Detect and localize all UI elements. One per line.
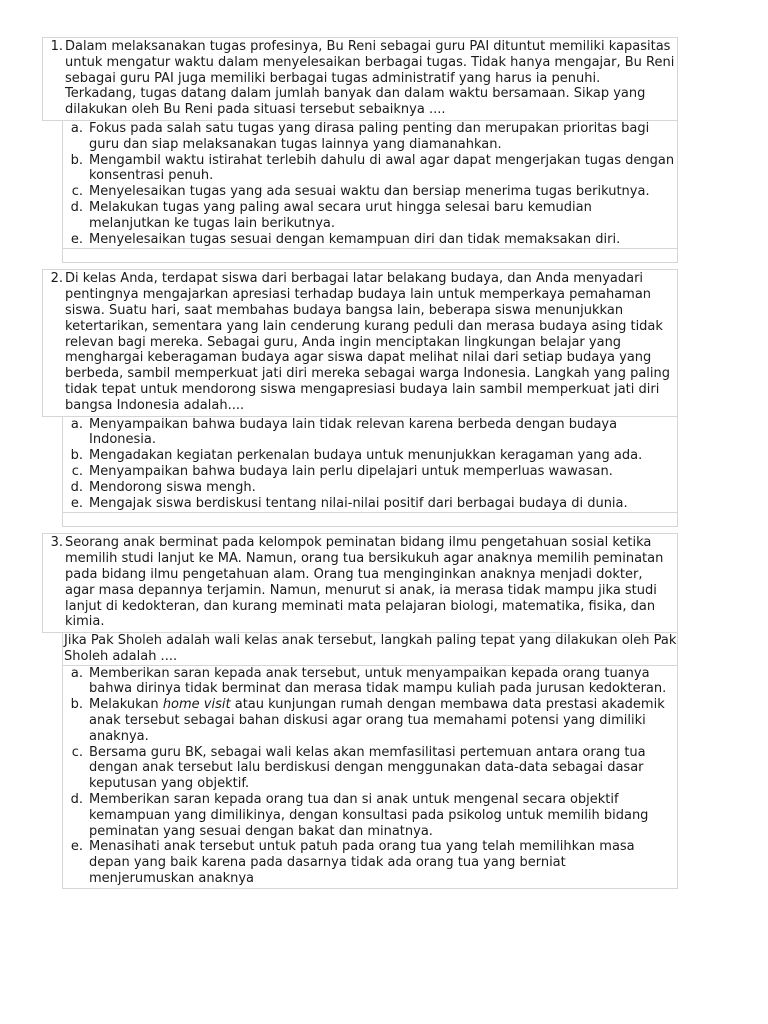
option-list bbox=[62, 121, 678, 249]
question-stem bbox=[42, 533, 678, 633]
question-number: 3. bbox=[50, 535, 63, 551]
option-text: Fokus pada salah satu tugas yang dirasa paling penting dan merupakan prioritas bagi guru dan siap melaksanakan tugas lainnya yang diamanahkan. bbox=[89, 120, 650, 152]
option-a bbox=[63, 121, 675, 153]
question-stem bbox=[42, 37, 678, 121]
option-e bbox=[63, 232, 675, 248]
option-list bbox=[62, 666, 678, 889]
option-letter: c. bbox=[71, 744, 83, 760]
option-a bbox=[63, 417, 675, 449]
option-text: Bersama guru BK, sebagai wali kelas akan memfasilitasi pertemuan antara orang tua dengan anak tersebut lalu berdiskusi dengan menggunakan data-data sebagai dasar keputusan yang objektif. bbox=[89, 744, 646, 792]
option-letter: c. bbox=[71, 463, 83, 479]
option-text: Mengambil waktu istirahat terlebih dahulu di awal agar dapat mengerjakan tugas dengan konsentrasi penuh. bbox=[89, 152, 675, 184]
option-text-pre: Melakukan bbox=[89, 697, 163, 713]
option-list bbox=[62, 417, 678, 514]
option-text: Memberikan saran kepada orang tua dan si anak untuk mengenal secara objektif kemampuan yang dimilikinya, dengan konsultasi pada psikolog untuk memilih bidang peminatan yang sesuai dengan bakat dan minatnya. bbox=[89, 792, 649, 839]
option-text-italic: home visit bbox=[162, 697, 231, 713]
option-letter: c. bbox=[71, 184, 83, 200]
option-e bbox=[63, 839, 675, 886]
option-letter: e. bbox=[70, 231, 83, 247]
option-d bbox=[63, 200, 675, 232]
table-spacer-row bbox=[62, 513, 678, 527]
option-letter: b. bbox=[70, 697, 83, 713]
option-c bbox=[63, 745, 675, 792]
question-number: 2. bbox=[50, 271, 63, 287]
option-e bbox=[63, 496, 675, 512]
table-spacer-row bbox=[62, 249, 678, 263]
option-text: Melakukan tugas yang paling awal secara urut hingga selesai baru kemudian melanjutkan ke tugas lain berikutnya. bbox=[89, 199, 592, 231]
option-b bbox=[63, 697, 675, 744]
option-text: Mengadakan kegiatan perkenalan budaya untuk menunjukkan keragaman yang ada. bbox=[89, 448, 643, 464]
option-text: Mendorong siswa mengh. bbox=[89, 479, 256, 495]
question-number: 1. bbox=[50, 39, 63, 54]
option-c bbox=[63, 184, 675, 200]
option-c bbox=[63, 464, 675, 480]
option-text: Menyampaikan bahwa budaya lain perlu dipelajari untuk memperluas wawasan. bbox=[89, 463, 613, 479]
question-prompt: Jika Pak Sholeh adalah wali kelas anak tersebut, langkah paling tepat yang dilakukan oleh Pak Sholeh adalah .... bbox=[64, 633, 677, 664]
option-letter: e. bbox=[70, 495, 83, 511]
question-stem bbox=[42, 269, 678, 416]
question-text: Di kelas Anda, terdapat siswa dari berbagai latar belakang budaya, dan Anda menyadari pentingnya mengajarkan apresiasi terhadap budaya lain untuk memperkaya pemahaman siswa. Suatu hari, saat membahas budaya bangsa lain, beberapa siswa menunjukkan ketertarikan, sementara yang lain cenderung kurang peduli dan merasa budaya asing tidak relevan bagi mereka. Sebagai guru, Anda ingin menciptakan lingkungan belajar yang menghargai keberagaman budaya agar siswa dapat melihat nilai dari setiap budaya yang berbeda, sambil memperkuat jati diri mereka sebagai warga Indonesia. Langkah yang paling tidak tepat untuk mendorong siswa mengapresiasi budaya lain sambil memperkuat jati diri bangsa Indonesia adalah.... bbox=[65, 271, 671, 413]
question-text: Seorang anak berminat pada kelompok peminatan bidang ilmu pengetahuan sosial ketika memilih studi lanjut ke MA. Namun, orang tua bersikukuh agar anaknya memilih peminatan pada bidang ilmu pengetahuan alam. Orang tua menginginkan anaknya menjadi dokter, agar masa depannya terjamin. Namun, menurut si anak, ia merasa tidak mampu jika studi lanjut di kedokteran, dan kurang meminati mata pelajaran biologi, matematika, fisika, dan kimia. bbox=[65, 535, 664, 630]
option-text: Menyelesaikan tugas sesuai dengan kemampuan diri dan tidak memaksakan diri. bbox=[89, 231, 621, 247]
option-text: Menyampaikan bahwa budaya lain tidak relevan karena berbeda dengan budaya Indonesia. bbox=[89, 416, 618, 448]
option-letter: a. bbox=[70, 665, 83, 681]
option-d bbox=[63, 480, 675, 496]
option-letter: d. bbox=[70, 792, 83, 808]
option-letter: a. bbox=[70, 416, 83, 432]
question-3 bbox=[42, 533, 678, 889]
option-text: Menyelesaikan tugas yang ada sesuai waktu dan bersiap menerima tugas berikutnya. bbox=[89, 184, 650, 200]
option-b bbox=[63, 448, 675, 464]
option-letter: e. bbox=[70, 839, 83, 855]
option-text bbox=[89, 697, 675, 744]
option-letter: b. bbox=[70, 152, 83, 168]
document-page bbox=[42, 37, 678, 889]
option-letter: b. bbox=[70, 448, 83, 464]
option-b bbox=[63, 153, 675, 185]
option-letter: d. bbox=[70, 479, 83, 495]
option-text-post: atau kunjungan rumah dengan membawa data prestasi akademik anak tersebut sebagai bahan diskusi agar orang tua memahami potensi yang dimiliki anaknya. bbox=[89, 697, 665, 744]
option-letter: a. bbox=[70, 120, 83, 136]
option-text: Memberikan saran kepada anak tersebut, untuk menyampaikan kepada orang tuanya bahwa dirinya tidak berminat dan merasa tidak mampu kuliah pada jurusan kedokteran. bbox=[89, 665, 667, 697]
option-text: Mengajak siswa berdiskusi tentang nilai-nilai positif dari berbagai budaya di dunia. bbox=[89, 495, 628, 511]
question-text: Dalam melaksanakan tugas profesinya, Bu Reni sebagai guru PAI dituntut memiliki kapasitas untuk mengatur waktu dalam menyelesaikan berbagai tugas. Tidak hanya mengajar, Bu Reni sebagai guru PAI juga memiliki berbagai tugas administratif yang harus ia penuhi. Terkadang, tugas datang dalam jumlah banyak dan dalam waktu bersamaan. Sikap yang dilakukan oleh Bu Reni pada situasi tersebut sebaiknya .... bbox=[65, 39, 675, 118]
question-1 bbox=[42, 37, 678, 263]
question-2 bbox=[42, 269, 678, 527]
option-text: Menasihati anak tersebut untuk patuh pada orang tua yang telah memilihkan masa depan yang baik karena pada dasarnya tidak ada orang tua yang berniat menjerumuskan anaknya bbox=[89, 839, 635, 887]
option-a bbox=[63, 666, 675, 698]
option-d bbox=[63, 792, 675, 839]
option-letter: d. bbox=[70, 199, 83, 215]
